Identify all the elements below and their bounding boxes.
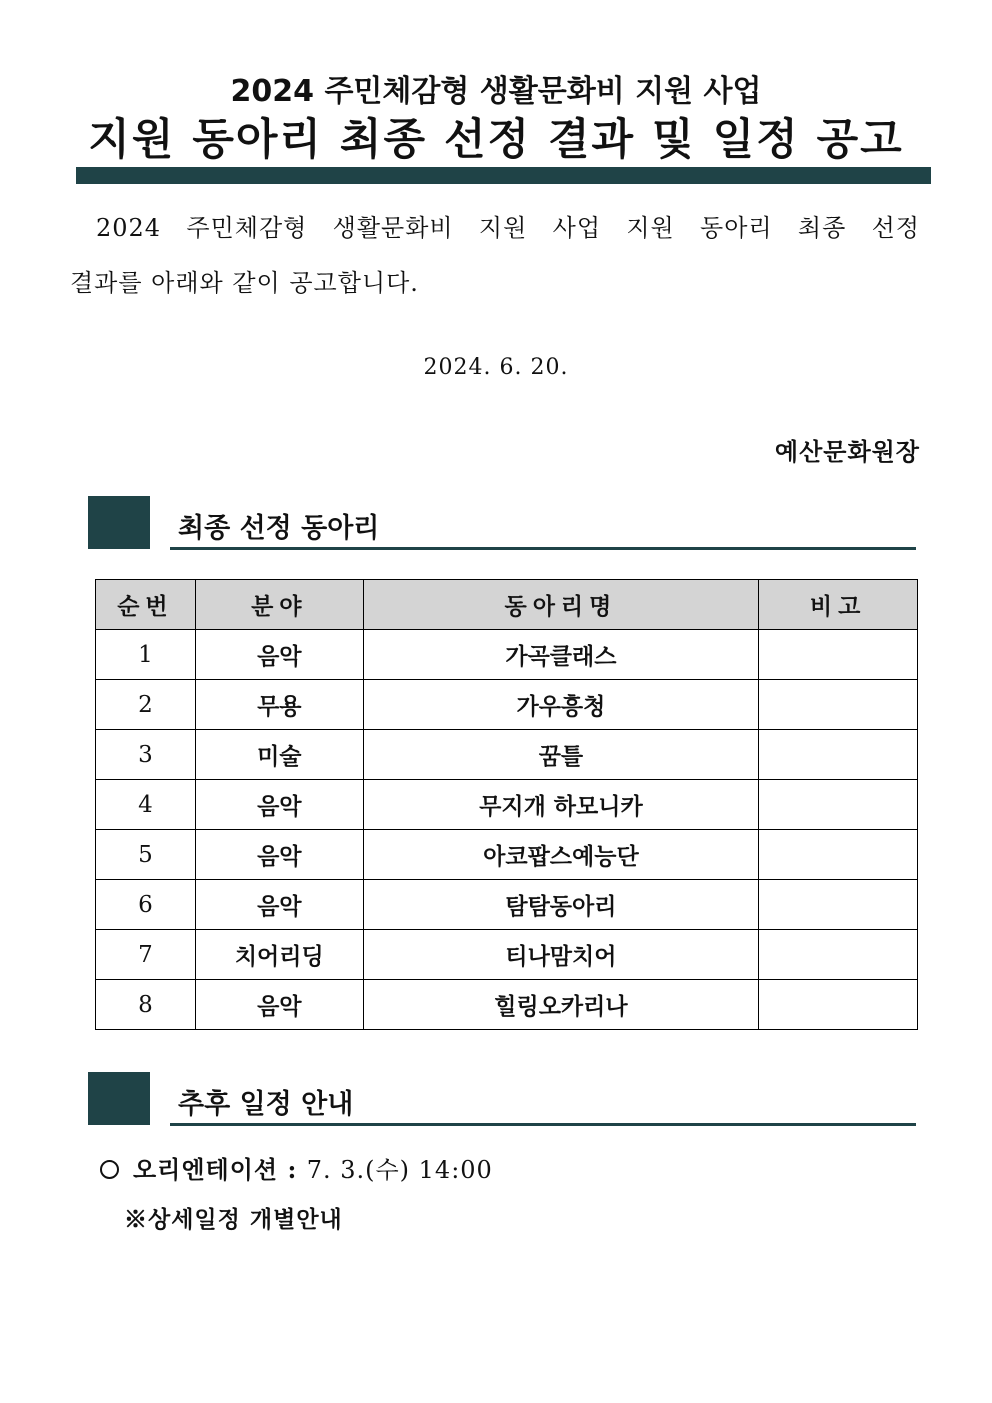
- cell-field: 음악: [195, 780, 363, 830]
- cell-club-name: 가우흥청: [363, 680, 758, 730]
- intro-line-2: 결과를 아래와 같이 공고합니다.: [70, 269, 419, 297]
- selected-clubs-table: [95, 579, 918, 1030]
- cell-note: [759, 980, 918, 1030]
- cell-no: 6: [96, 880, 196, 930]
- table-row: [96, 930, 918, 980]
- cell-no: 3: [96, 730, 196, 780]
- title-line-2: 지원 동아리 최종 선정 결과 및 일정 공고: [88, 115, 904, 165]
- header-note: 비고: [759, 580, 918, 630]
- cell-field: 치어리딩: [195, 930, 363, 980]
- cell-club-name: 가곡클래스: [363, 630, 758, 680]
- cell-note: [759, 830, 918, 880]
- announcement-date: 2024. 6. 20.: [423, 355, 569, 380]
- cell-note: [759, 880, 918, 930]
- table-row: [96, 680, 918, 730]
- cell-no: 7: [96, 930, 196, 980]
- header-field: 분야: [195, 580, 363, 630]
- detail-schedule-note: ※상세일정 개별안내: [124, 1206, 343, 1233]
- cell-no: 4: [96, 780, 196, 830]
- orientation-datetime: 7. 3.(수) 14:00: [306, 1156, 493, 1184]
- cell-note: [759, 680, 918, 730]
- table-row: [96, 730, 918, 780]
- orientation-schedule: [100, 1150, 493, 1185]
- intro-line-1: 2024 주민체감형 생활문화비 지원 사업 지원 동아리 최종 선정: [96, 214, 920, 242]
- cell-no: 5: [96, 830, 196, 880]
- cell-club-name: 무지개 하모니카: [363, 780, 758, 830]
- cell-field: 음악: [195, 630, 363, 680]
- orientation-label: 오리엔테이션 :: [133, 1155, 298, 1184]
- cell-club-name: 탐탐동아리: [363, 880, 758, 930]
- cell-club-name: 아코팝스예능단: [363, 830, 758, 880]
- section-title-selection: 최종 선정 동아리: [178, 513, 380, 544]
- circle-bullet-icon: [100, 1160, 119, 1179]
- table-header-row: [96, 580, 918, 630]
- table-row: [96, 980, 918, 1030]
- cell-no: 2: [96, 680, 196, 730]
- table-row: [96, 630, 918, 680]
- header-no: 순번: [96, 580, 196, 630]
- cell-field: 미술: [195, 730, 363, 780]
- cell-field: 음악: [195, 830, 363, 880]
- section-marker-selection: [88, 496, 150, 549]
- cell-club-name: 힐링오카리나: [363, 980, 758, 1030]
- table-row: [96, 780, 918, 830]
- cell-field: 음악: [195, 880, 363, 930]
- cell-note: [759, 730, 918, 780]
- cell-no: 8: [96, 980, 196, 1030]
- section-title-schedule: 추후 일정 안내: [178, 1089, 354, 1120]
- section-marker-schedule: [88, 1072, 150, 1125]
- cell-club-name: 꿈틀: [363, 730, 758, 780]
- cell-field: 무용: [195, 680, 363, 730]
- section-underline-schedule: [170, 1123, 916, 1126]
- header-club-name: 동아리명: [363, 580, 758, 630]
- cell-field: 음악: [195, 980, 363, 1030]
- cell-note: [759, 630, 918, 680]
- table-row: [96, 830, 918, 880]
- section-underline-selection: [170, 547, 916, 550]
- cell-no: 1: [96, 630, 196, 680]
- cell-club-name: 티나맘치어: [363, 930, 758, 980]
- title-line-1: 2024 주민체감형 생활문화비 지원 사업: [230, 74, 762, 109]
- cell-note: [759, 780, 918, 830]
- organization-name: 예산문화원장: [774, 437, 920, 466]
- title-divider-bar: [76, 167, 931, 184]
- table-row: [96, 880, 918, 930]
- cell-note: [759, 930, 918, 980]
